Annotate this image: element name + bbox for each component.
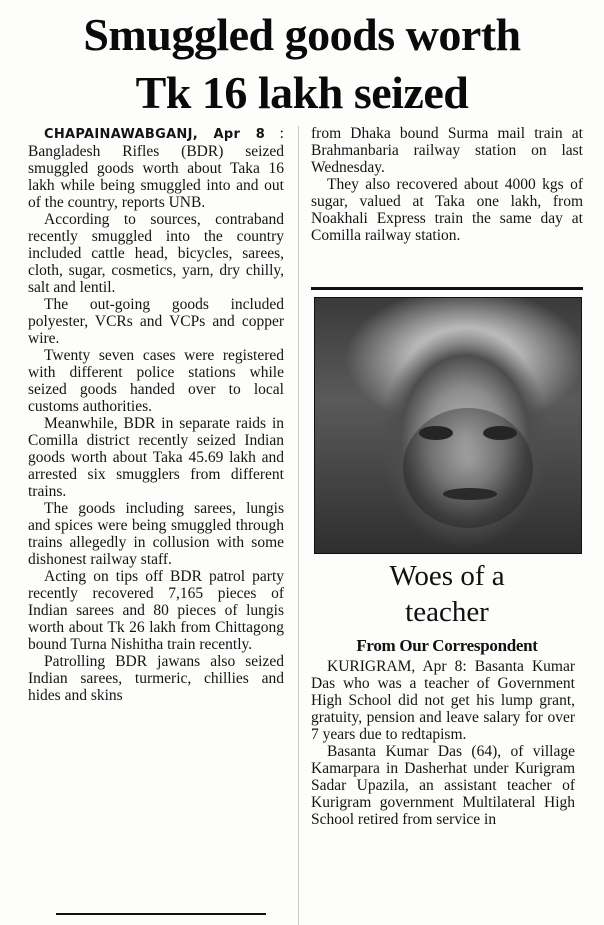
teacher-portrait-photo <box>314 297 582 554</box>
article-paragraph: from Dhaka bound Surma mail train at Brahmanbaria railway station on last Wednesday. <box>311 125 583 176</box>
article-paragraph: KURIGRAM, Apr 8: Basanta Kumar Das who was a teacher of Government High School did not get his lump grant, gratuity, pension and leave salary for over 7 years due to redtapism. <box>311 658 575 743</box>
dateline: CHAPAINAWABGANJ, Apr 8 <box>44 127 266 142</box>
article-paragraph: Basanta Kumar Das (64), of village Kamarpara in Dasherhat under Kurigram Sadar Upazila, an assistant teacher of Kurigram government Multilateral High School retired from service in <box>311 743 575 828</box>
second-story-title <box>311 558 583 630</box>
article-paragraph: They also recovered about 4000 kgs of sugar, valued at Taka one lakh, from Noakhali Express train the same day at Comilla railway station. <box>311 176 583 244</box>
headline <box>8 6 596 122</box>
column-divider <box>298 126 299 925</box>
second-story-body <box>311 658 575 828</box>
right-column-continuation <box>311 125 583 244</box>
article-paragraph: Patrolling BDR jawans also seized Indian sarees, turmeric, chillies and hides and skins <box>28 653 284 704</box>
article-paragraph: Meanwhile, BDR in separate raids in Comilla district recently seized Indian goods worth about Taka 45.69 lakh and arrested six smugglers from different trains. <box>28 415 284 500</box>
lead-text: Bangladesh Rifles (BDR) seized smuggled goods worth about Taka 16 lakh while being smuggled into and out of the country, reports UNB. <box>28 143 284 211</box>
byline: From Our Correspondent <box>356 636 538 655</box>
right-eye-shape <box>483 426 517 440</box>
article-paragraph: CHAPAINAWABGANJ, Apr 8 : Bangladesh Rifles (BDR) seized smuggled goods worth about Taka 16 lakh while being smuggled into and out of the country, reports UNB. <box>28 125 284 211</box>
left-eye-shape <box>419 426 453 440</box>
article-paragraph: The out-going goods included polyester, VCRs and VCPs and copper wire. <box>28 296 284 347</box>
story-separator-rule <box>311 287 583 290</box>
left-column <box>28 125 284 704</box>
second-story-title-line-2: teacher <box>405 596 489 628</box>
article-paragraph: Acting on tips off BDR patrol party recently recovered 7,165 pieces of Indian sarees and 80 pieces of lungis worth about Tk 26 lakh from Chittagong bound Turna Nishitha train recently. <box>28 568 284 653</box>
second-story-title-line-1: Woes of a <box>389 560 505 592</box>
headline-line-2: Tk 16 lakh seized <box>135 67 469 118</box>
mouth-shape <box>443 488 497 500</box>
end-rule <box>56 913 266 915</box>
article-paragraph: Twenty seven cases were registered with different police stations while seized goods handed over to local customs authorities. <box>28 347 284 415</box>
article-paragraph: According to sources, contraband recently smuggled into the country included cattle head, bicycles, sarees, cloth, sugar, cosmetics, yarn, dry chilly, salt and lentil. <box>28 211 284 296</box>
face-shading <box>403 408 533 528</box>
headline-line-1: Smuggled goods worth <box>83 9 521 60</box>
article-paragraph: The goods including sarees, lungis and spices were being smuggled through trains allegedly in collusion with some dishonest railway staff. <box>28 500 284 568</box>
